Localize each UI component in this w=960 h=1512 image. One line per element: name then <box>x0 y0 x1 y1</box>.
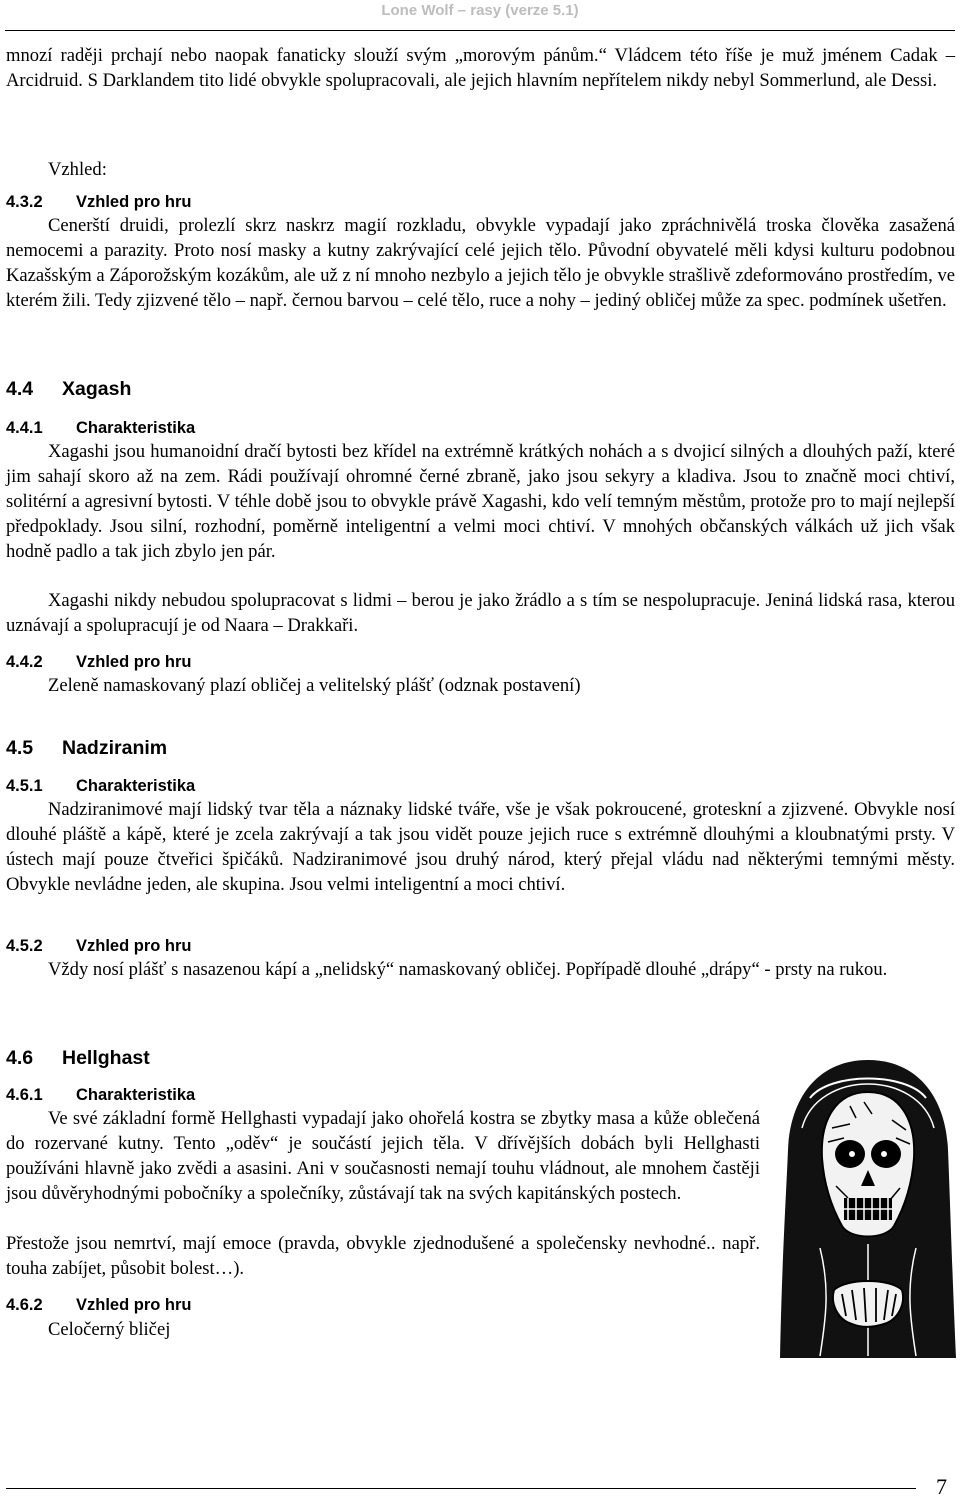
page-number: 7 <box>936 1474 947 1499</box>
heading-title: Vzhled pro hru <box>76 193 192 211</box>
heading-title: Charakteristika <box>76 419 196 437</box>
section-4-6-2-text: Celočerný bličej <box>48 1319 171 1340</box>
heading-number: 4.6.1 <box>6 1086 43 1104</box>
heading-number: 4.5.1 <box>6 777 43 795</box>
heading-number: 4.4.1 <box>6 419 43 437</box>
heading-4-4-2 <box>6 652 192 672</box>
heading-number: 4.4.2 <box>6 653 43 671</box>
section-4-5-2-text: Vždy nosí plášť s nasazenou kápí a „nelidský“ namaskovaný obličej. Popřípadě dlouhé „drápy“ - prsty na rukou. <box>48 959 888 980</box>
heading-number: 4.3.2 <box>6 193 43 211</box>
heading-number: 4.6.2 <box>6 1296 43 1314</box>
heading-title: Charakteristika <box>76 1086 196 1104</box>
heading-4-4-1 <box>6 418 195 438</box>
heading-4-5-2 <box>6 936 192 956</box>
heading-4-4 <box>6 377 131 401</box>
section-4-5-1-text: Nadziranimové mají lidský tvar těla a náznaky lidské tváře, vše je však pokroucené, groteskní a zjizvené. Obvykle nosí dlouhé pláště a kápě, které je zcela zakrývají a tak jsou vidět pouze jejich ruce s extrémně dlouhými a kloubnatými prsty. V ústech mají pouze čtveřici špičáků. Nadziranimové jsou druhý národ, který přejal vládu nad některými temnými městy. Obvykle nevládne jeden, ale skupina. Jsou velmi inteligentní a moci chtiví. <box>6 799 955 895</box>
heading-title: Vzhled pro hru <box>76 1296 192 1314</box>
section-4-4-1-paragraph-2: Xagashi nikdy nebudou spolupracovat s lidmi – berou je jako žrádlo a s tím se nespolupracuje. Jeniná lidská rasa, kterou uznávají a spolupracují je od Naara – Drakkaři. <box>6 590 955 636</box>
heading-4-6 <box>6 1046 150 1070</box>
section-4-4-1-paragraph-1: Xagashi jsou humanoidní dračí bytosti bez křídel na extrémně krátkých nohách a s dvojicí silných a dlouhých paží, které jim sahají skoro až na zem. Rádi používají ohromné černé zbraně, jako jsou sekyry a kladiva. Jsou to značně moci chtiví, solitérní a agresivní bytosti. V téhle době jsou to obvykle právě Xagashi, kdo velí temným městům, protože pro to mají nejlepší předpoklady. Jsou silní, rozhodní, poměrně inteligentní a velmi moci chtiví. V mnohých občanských válkách už jich však hodně padlo a tak jich zbylo jen pár. <box>6 441 955 562</box>
heading-4-6-2 <box>6 1295 192 1315</box>
heading-4-3-2 <box>6 192 192 212</box>
hooded-skull-icon <box>780 1058 956 1360</box>
footer-rule <box>6 1488 916 1489</box>
heading-number: 4.5.2 <box>6 937 43 955</box>
heading-4-5-1 <box>6 776 195 796</box>
header-rule <box>5 30 955 31</box>
vzhled-label: Vzhled: <box>48 159 107 180</box>
heading-title: Nadziranim <box>62 737 168 759</box>
heading-4-5 <box>6 736 167 760</box>
heading-4-6-1 <box>6 1085 195 1105</box>
running-header: Lone Wolf – rasy (verze 5.1) <box>381 2 579 19</box>
heading-number: 4.6 <box>6 1047 34 1069</box>
heading-title: Vzhled pro hru <box>76 937 192 955</box>
section-4-4-2-text: Zeleně namaskovaný plazí obličej a velitelský plášť (odznak postavení) <box>48 675 581 696</box>
heading-title: Hellghast <box>62 1047 150 1069</box>
section-4-6-1-paragraph-2: Přestože jsou nemrtví, mají emoce (pravda, obvykle zjednodušené a společensky nevhodné.. např. touha zabíjet, působit bolest…). <box>6 1233 760 1279</box>
heading-title: Vzhled pro hru <box>76 653 192 671</box>
intro-paragraph: mnozí raději prchají nebo naopak fanaticky slouží svým „morovým pánům.“ Vládcem této říše je muž jménem Cadak – Arcidruid. S Darklandem tito lidé obvykle spolupracovali, ale jejich hlavním nepřítelem nikdy nebyl Sommerlund, ale Dessi. <box>6 45 955 91</box>
heading-number: 4.5 <box>6 737 34 759</box>
heading-title: Charakteristika <box>76 777 196 795</box>
heading-number: 4.4 <box>6 378 34 400</box>
section-4-6-1-paragraph-1: Ve své základní formě Hellghasti vypadají jako ohořelá kostra se zbytky masa a kůže oblečená do rozervané kutny. Tento „oděv“ je součástí jejich těla. V dřívějších dobách byli Hellghasti používáni hlavně jako zvědi a asasini. Ani v současnosti nemají touhu vládnout, ale mnohem častěji jsou důvěryhodnými pobočníky a společníky, zůstávají tak na svých kapitánských postech. <box>6 1108 760 1204</box>
section-4-3-2-text: Cenerští druidi, prolezlí skrz naskrz magií rozkladu, obvykle vypadají jako zpráchnivělá troska člověka zasažená nemocemi a parazity. Proto nosí masky a kutny zakrývající celé jejich tělo. Původní obyvatelé měli kdysi kulturu podobnou Kazašským a Záporožským kozákům, ale už z ní mnoho nezbylo a jejich tělo je obvykle strašlivě zdeformováno prostředím, ve kterém žili. Tedy zjizvené tělo – např. černou barvou – celé tělo, ruce a nohy – jediný obličej může za spec. podmínek ušetřen. <box>6 215 955 311</box>
heading-title: Xagash <box>62 378 132 400</box>
